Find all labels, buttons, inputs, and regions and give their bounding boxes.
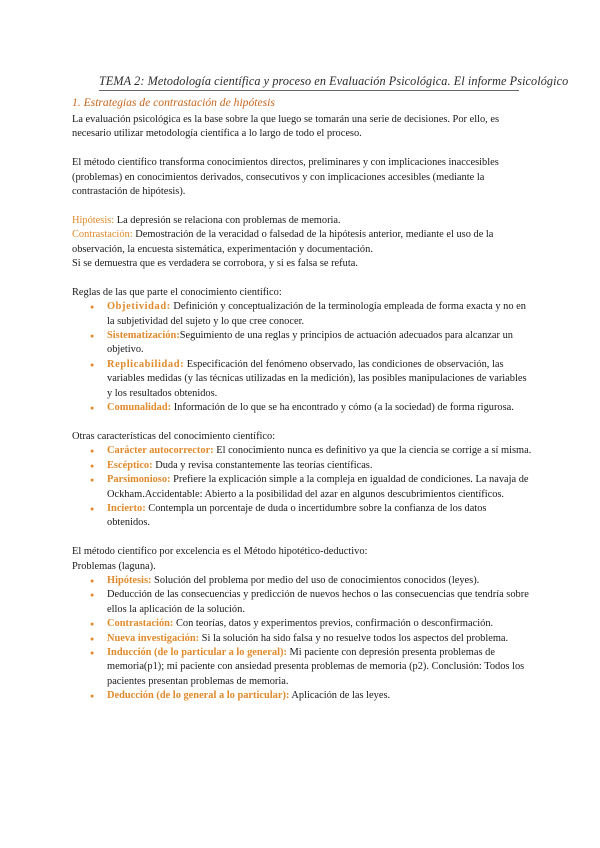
list-item (72, 617, 532, 631)
contrastacion-term: Contrastación: (72, 229, 133, 241)
list-item (72, 646, 532, 689)
document-body (72, 113, 532, 704)
metodo-list (72, 574, 532, 704)
regla-text: Seguimiento de una reglas y principios de actuación adecuados para alcanzar un objetivo. (107, 330, 513, 356)
metodo-text: Con teorías, datos y experimentos previos, confirmación o desconfirmación. (173, 618, 494, 630)
section-heading: 1. Estrategias de contrastación de hipótesis (72, 96, 275, 109)
regla-text: Especificación del fenómeno observado, las condiciones de observación, las variables medidas (y las técnicas utilizadas en la medición), las posibles manipulaciones de variables y los resultados obtenidos. (107, 358, 527, 399)
list-item (72, 632, 532, 646)
list-item (72, 401, 532, 415)
list-item (72, 329, 532, 358)
intro-paragraph-1: La evaluación psicológica es la base sobre la que luego se tomarán una serie de decisiones. Por ello, es necesario utilizar metodología científica a lo largo de todo el proceso. (72, 114, 500, 140)
metodo-text: Mi paciente con depresión presenta problemas de memoria(p1); mi paciente con ansiedad presenta problemas de memoria (p2). Conclusión: Todos los pacientes presentan problemas de memoria. (107, 646, 525, 687)
regla-text: Definición y conceptualización de la terminología empleada de forma exacta y no en la subjetividad del sujeto y lo que cree conocer. (107, 301, 526, 327)
metodo-term: Hipótesis: (107, 574, 152, 586)
metodo-term: Inducción (de lo particular a lo general): (107, 646, 287, 658)
metodo-intro: El método científico por excelencia es el Método hipotético-deductivo: (72, 546, 368, 558)
metodo-text: Si la solución ha sido falsa y no resuelve todos los aspectos del problema. (199, 632, 509, 644)
otra-term: Incierto: (107, 502, 146, 514)
list-item (72, 502, 532, 531)
otra-term: Escéptico: (107, 459, 153, 471)
regla-term: Sistematización: (107, 330, 180, 342)
list-item (72, 459, 532, 473)
otra-text: Prefiere la explicación simple a la compleja en igualdad de condiciones. La navaja de Ockham.Accidentable: Abierto a la posibilidad del azar en algunos descubrimientos científicos. (107, 474, 529, 500)
regla-term: Comunalidad: (107, 402, 172, 414)
hipotesis-paragraph (72, 214, 532, 228)
regla-term: Objetividad: (107, 301, 171, 313)
otras-list (72, 444, 532, 530)
metodo-text: Aplicación de las leyes. (289, 690, 391, 702)
metodo-term: Nueva investigación: (107, 632, 200, 644)
list-item (72, 358, 532, 401)
list-item (72, 444, 532, 458)
otra-text: El conocimiento nunca es definitivo ya que la ciencia se corrige a sí misma. (213, 445, 532, 457)
otras-intro: Otras características del conocimiento científico: (72, 430, 276, 442)
reglas-intro: Reglas de las que parte el conocimiento científico: (72, 286, 282, 298)
otra-term: Parsimonioso: (107, 474, 171, 486)
regla-text: Información de lo que se ha encontrado y cómo (a la sociedad) de forma rigurosa. (171, 402, 514, 414)
contrastacion-text: Demostración de la veracidad o falsedad de la hipótesis anterior, mediante el uso de la observación, la encuesta sistemática, experimentación y documentación. (72, 229, 494, 255)
list-item (72, 689, 532, 703)
metodo-term: Contrastación: (107, 618, 174, 630)
otra-text: Contempla un porcentaje de duda o incertidumbre sobre la confianza de los datos obtenidos. (107, 502, 487, 529)
otra-text: Duda y revisa constantemente las teorías científicas. (152, 459, 373, 471)
list-item (72, 473, 532, 502)
problemas-line: Problemas (laguna). (72, 560, 156, 572)
metodo-term: Deducción (de lo general a lo particular): (107, 690, 290, 702)
metodo-text: Solución del problema por medio del uso de conocimientos conocidos (leyes). (151, 574, 480, 586)
hipotesis-term: Hipótesis: (72, 214, 115, 226)
contrastacion-paragraph (72, 228, 532, 257)
corroboracion-paragraph: Si se demuestra que es verdadera se corrobora, y si es falsa se refuta. (72, 258, 358, 270)
reglas-list (72, 300, 532, 415)
metodo-text: Deducción de las consecuencias y predicción de nuevos hechos o las consecuencias que tendría sobre ellos la aplicación de la solución. (107, 589, 529, 615)
page-title: TEMA 2: Metodología científica y proceso en Evaluación Psicológica. El informe Psicológico (99, 74, 519, 91)
regla-term: Replicabilidad: (107, 358, 185, 370)
list-item (72, 300, 532, 329)
hipotesis-text: La depresión se relaciona con problemas de memoria. (114, 214, 341, 226)
list-item (72, 588, 532, 617)
intro-paragraph-2: El método científico transforma conocimientos directos, preliminares y con implicaciones inaccesibles (problemas) en conocimientos derivados, consecutivos y con implicaciones accesibles (mediante la contrastación de hipótesis). (72, 157, 499, 198)
list-item (72, 574, 532, 588)
otra-term: Carácter autocorrector: (107, 445, 214, 457)
